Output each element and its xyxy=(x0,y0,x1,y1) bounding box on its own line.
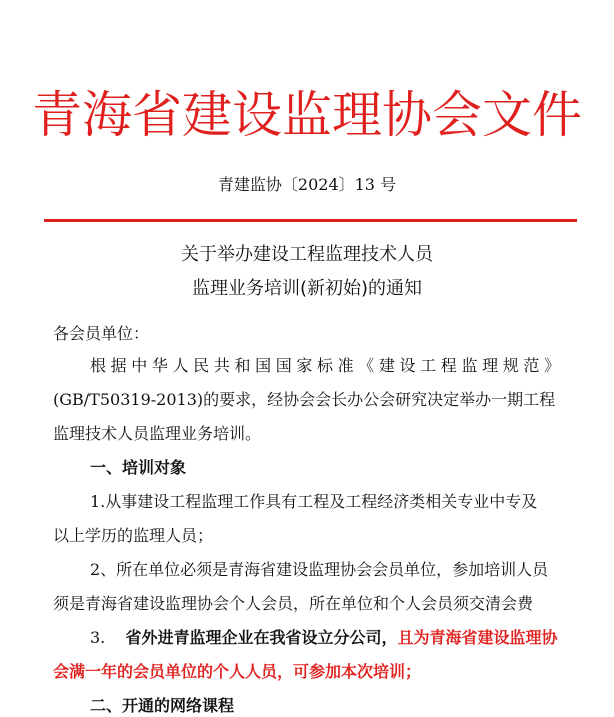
document-number: 青建监协〔2024〕13 号 xyxy=(217,175,397,194)
item-3-number: 3. xyxy=(90,628,106,647)
salutation: 各会员单位： xyxy=(53,324,150,343)
item-2-line-2: 须是青海省建设监理协会个人会员，所在单位和个人会员须交清会费 xyxy=(53,594,534,613)
item-3-bold-text: 省外进青监理企业在我省设立分公司， xyxy=(125,628,398,647)
item-1-line-1: 1.从事建设工程监理工作具有工程及工程经济类相关专业中专及 xyxy=(90,492,538,511)
intro-paragraph-line-3: 监理技术人员监理业务培训。 xyxy=(53,424,262,443)
intro-paragraph-line-2: (GB/T50319-2013)的要求，经协会会长办公会研究决定举办一期工程 xyxy=(53,390,556,409)
red-divider-line xyxy=(44,219,577,222)
notice-title-line-2: 监理业务培训(新初始)的通知 xyxy=(191,278,423,299)
section-heading-training-target: 一、培训对象 xyxy=(90,458,187,477)
item-1-line-2: 以上学历的监理人员； xyxy=(53,526,214,545)
document-header-title: 青海省建设监理协会文件 xyxy=(32,86,582,144)
item-3-red-text-line-2: 会满一年的会员单位的个人人员，可参加本次培训； xyxy=(53,662,422,681)
item-2-line-1: 2、所在单位必须是青海省建设监理协会会员单位，参加培训人员 xyxy=(90,560,549,579)
intro-paragraph-line-1: 根据中华人民共和国国家标准《建设工程监理规范》 xyxy=(90,356,560,375)
notice-title-line-1: 关于举办建设工程监理技术人员 xyxy=(181,244,433,265)
section-heading-online-courses: 二、开通的网络课程 xyxy=(90,696,235,715)
item-3-line-1 xyxy=(90,627,557,649)
item-3-red-text-line-1: 且为青海省建设监理协 xyxy=(397,628,558,647)
